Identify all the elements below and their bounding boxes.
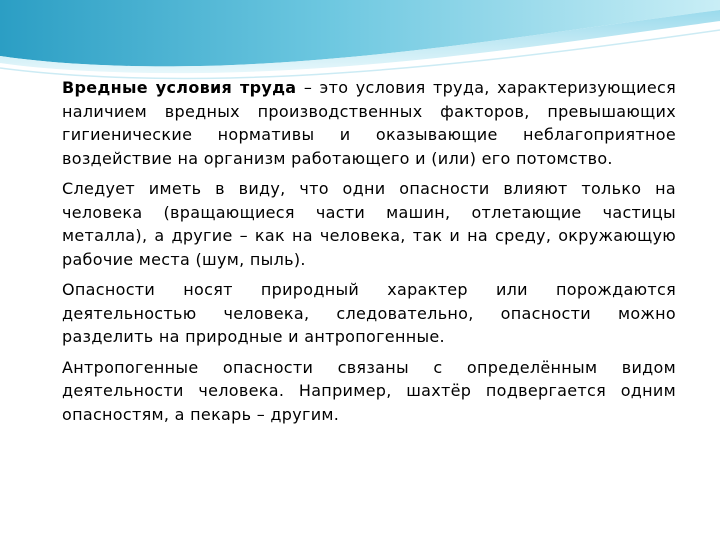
term-harmful-conditions: Вредные условия труда (62, 78, 297, 97)
definition-text: – это условия труда, характеризующиеся наличием вредных производственных факторов, превышающих гигиенические нормативы и оказывающие неблагоприятное воздействие на организм работающего и (или) его потомство. (62, 78, 676, 168)
paragraph-definition (62, 76, 676, 170)
paragraph-anthropogenic: Антропогенные опасности связаны с определённым видом деятельности человека. Например, шахтёр подвергается одним опасностям, а пекарь – другим. (62, 357, 676, 424)
paragraph-hazard-origin: Опасности носят природный характер или порождаются деятельностью человека, следовательно, опасности можно разделить на природные и антропогенные. (62, 280, 676, 346)
slide-body (62, 76, 676, 433)
paragraph-hazard-impact: Следует иметь в виду, что одни опасности влияют только на человека (вращающиеся части машин, отлетающие частицы металла), а другие – как на человека, так и на среду, окружающую рабочие места (шум, пыль). (62, 179, 676, 269)
